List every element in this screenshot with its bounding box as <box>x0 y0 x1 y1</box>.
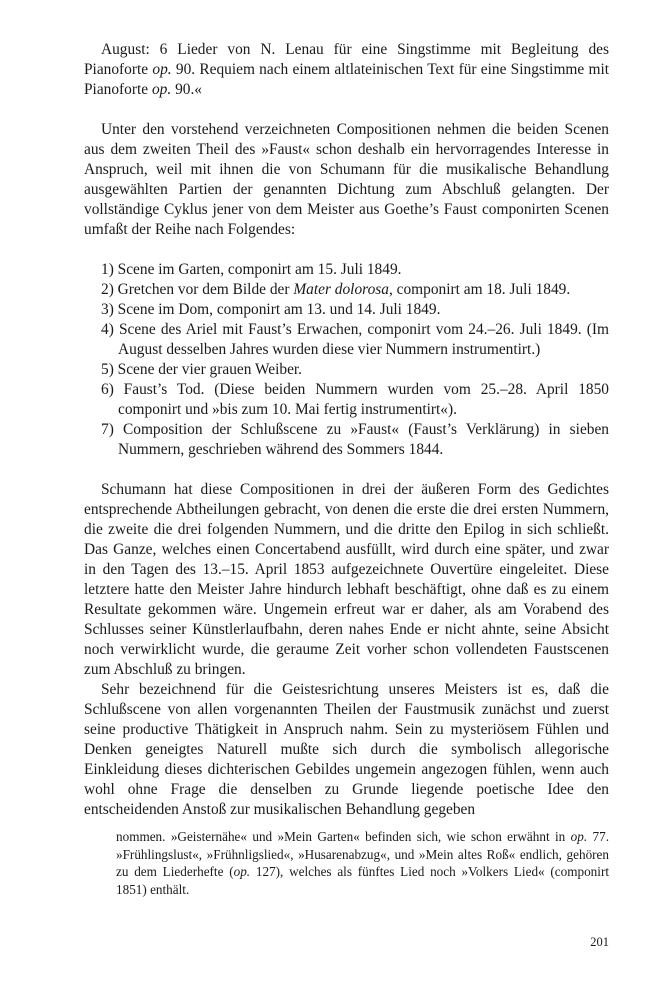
list-item: 1) Scene im Garten, componirt am 15. Juli 1849. <box>101 261 402 278</box>
list-item: 7) Composition der Schlußscene zu »Faust« (Faust’s Verklärung) in sieben Nummern, geschrieben während des Sommers 1844. <box>101 421 609 458</box>
list-item: 5) Scene der vier grauen Weiber. <box>101 361 303 378</box>
list-item: 4) Scene des Ariel mit Faust’s Erwachen, componirt vom 24.–26. Juli 1849. (Im August desselben Jahres wurden diese vier Nummern instrumentirt.) <box>101 321 609 358</box>
page-number: 201 <box>590 935 609 949</box>
faust-scene-list <box>101 260 609 460</box>
footnote: nommen. »Geisternähe« und »Mein Garten« befinden sich, wie schon erwähnt in op. 77. »Frühlingslust«, »Frühnligslied«, »Husarenabzug«, und »Mein altes Roß« endlich, gehören zu dem Liederhefte (op. 127), welches als fünftes Lied noch »Volkers Lied« (componirt 1851) enthält. <box>116 829 610 897</box>
main-text <box>84 40 609 820</box>
paragraph-divisions: Schumann hat diese Compositionen in drei der äußeren Form des Gedichtes entsprechende Abtheilungen gebracht, von denen die erste die drei ersten Nummern, die zweite die drei folgenden Nummern, und die dritte den Epilog in sich schließt. Das Ganze, welches einen Concertabend ausfüllt, wird durch eine später, und zwar in den Tagen des 13.–15. April 1853 aufgezeichnete Ouvertüre eingeleitet. Diese letztere hatte den Meister Jahre hindurch lebhaft beschäftigt, ohne daß es zu einem Resultate gekommen wäre. Ungemein erfreut war er daher, als am Vorabend des Schlusses seiner Künstlerlaufbahn, deren nahes Ende er nicht ahnte, seine Absicht noch verwirklicht wurde, die geraume Zeit vorher schon vollendeten Faustscenen zum Abschluß zu bringen. <box>84 481 609 678</box>
paragraph-schlussscene: Sehr bezeichnend für die Geistesrichtung unseres Meisters ist es, daß die Schlußscene von allen vorgenannten Theilen der Faustmusik zunächst und zuerst seine productive Thätigkeit in Anspruch nahm. Sein zu mysteriösem Fühlen und Denken geneigtes Naturell mußte sich durch die symbolisch allegorische Einkleidung dieses dichterischen Gebildes ungemein angezogen fühlen, wenn auch wohl ohne Frage die denselben zu Grunde liegende poetische Idee den entscheidenden Anstoß zur musikalischen Behandlung gegeben <box>84 681 609 818</box>
list-item: 6) Faust’s Tod. (Diese beiden Nummern wurden vom 25.–28. April 1850 componirt und »bis zum 10. Mai fertig instrumentirt«). <box>101 381 609 418</box>
paragraph-faust-intro: Unter den vorstehend verzeichneten Compositionen nehmen die beiden Scenen aus dem zweiten Theil des »Faust« schon deshalb ein hervorragendes Interesse in Anspruch, weil mit ihnen die von Schumann für die musikalische Behandlung ausgewählten Partien der genannten Dichtung zum Abschluß gelangten. Der vollständige Cyklus jener von dem Meister aus Goethe’s Faust componirten Scenen umfaßt der Reihe nach Folgendes: <box>84 121 609 238</box>
list-item: 3) Scene im Dom, componirt am 13. und 14. Juli 1849. <box>101 301 441 318</box>
list-item: 2) Gretchen vor dem Bilde der Mater dolorosa, componirt am 18. Juli 1849. <box>101 281 571 298</box>
paragraph-letter-end: August: 6 Lieder von N. Lenau für eine Singstimme mit Begleitung des Pianoforte op. 90. Requiem nach einem altlateinischen Text für eine Singstimme mit Pianoforte op. 90.« <box>84 41 609 98</box>
